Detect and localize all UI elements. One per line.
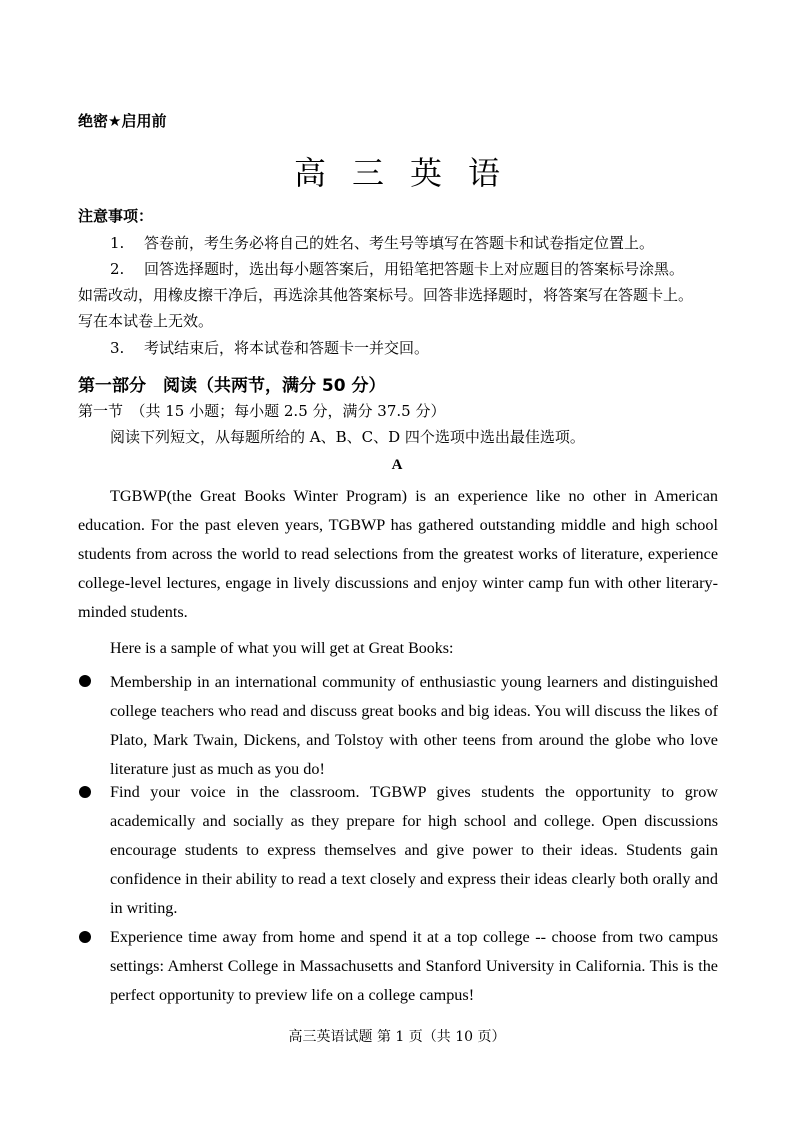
bullet-1-text: Membership in an international community of enthusiastic young learners and distinguished college teachers who read and discuss great books and big ideas. You will discuss the likes of Plato, Mark Twain, Dickens, and Tolstoy with other teens from around the globe who love literature just as much as you do! (110, 673, 718, 778)
notice-item-1-number: 1. (110, 234, 125, 252)
section1-instruction: 阅读下列短文，从每题所给的 A、B、C、D 四个选项中选出最佳选项。 (110, 428, 585, 446)
notice-item-3-text: 考试结束后，将本试卷和答题卡一并交回。 (144, 339, 430, 357)
notice-item-2-text: 回答选择题时，选出每小题答案后，用铅笔把答题卡上对应题目的答案标号涂黑。 (144, 260, 685, 278)
notice-item-1-text: 答卷前，考生务必将自己的姓名、考生号等填写在答题卡和试卷指定位置上。 (144, 234, 655, 252)
confidential-label: 绝密★启用前 (78, 112, 167, 130)
notice-item-3-number: 3. (110, 339, 125, 357)
notice-item-1 (78, 230, 718, 256)
bullet-1-marker (79, 675, 91, 687)
notice-item-2-continued-2: 写在本试卷上无效。 (78, 312, 214, 330)
passage-label: A (391, 457, 403, 473)
section1-title: 第一节 （共 15 小题；每小题 2.5 分，满分 37.5 分） (78, 402, 446, 420)
passage-a-paragraph-1: TGBWP(the Great Books Winter Program) is an experience like no other in American education. For the past eleven years, TGBWP has gathered outstanding middle and high school students from across the world to read selections from the greatest works of literature, experience college-level lectures, engage in lively discussions and enjoy winter camp fun with other literary-minded students. (78, 487, 718, 621)
notice-item-3 (78, 335, 718, 361)
part1-title: 第一部分 阅读（共两节，满分 50 分） (78, 376, 386, 396)
page-title: 高三英语 (293, 154, 526, 192)
bullet-3-text: Experience time away from home and spend it at a top college -- choose from two campus settings: Amherst College in Massachusetts and Stanford University in California. This is the perfect opportunity to preview life on a college campus! (110, 928, 718, 1004)
sample-intro: Here is a sample of what you will get at Great Books: (110, 640, 454, 657)
page-footer: 高三英语试题 第 1 页（共 10 页） (288, 1029, 506, 1045)
bullet-2-marker (79, 786, 91, 798)
bullet-2-text: Find your voice in the classroom. TGBWP gives students the opportunity to grow academically and socially as they prepare for high school and college. Open discussions encourage students to express themselves and give power to their ideas. Students gain confidence in their ability to read a text closely and express their ideas clearly both orally and in writing. (110, 783, 718, 917)
notice-heading: 注意事项： (78, 207, 154, 225)
bullet-3-marker (79, 931, 91, 943)
notice-item-2-continued-1: 如需改动，用橡皮擦干净后，再选涂其他答案标号。回答非选择题时，将答案写在答题卡上。 (78, 286, 694, 304)
notice-item-2 (78, 256, 718, 282)
notice-item-2-number: 2. (110, 260, 125, 278)
